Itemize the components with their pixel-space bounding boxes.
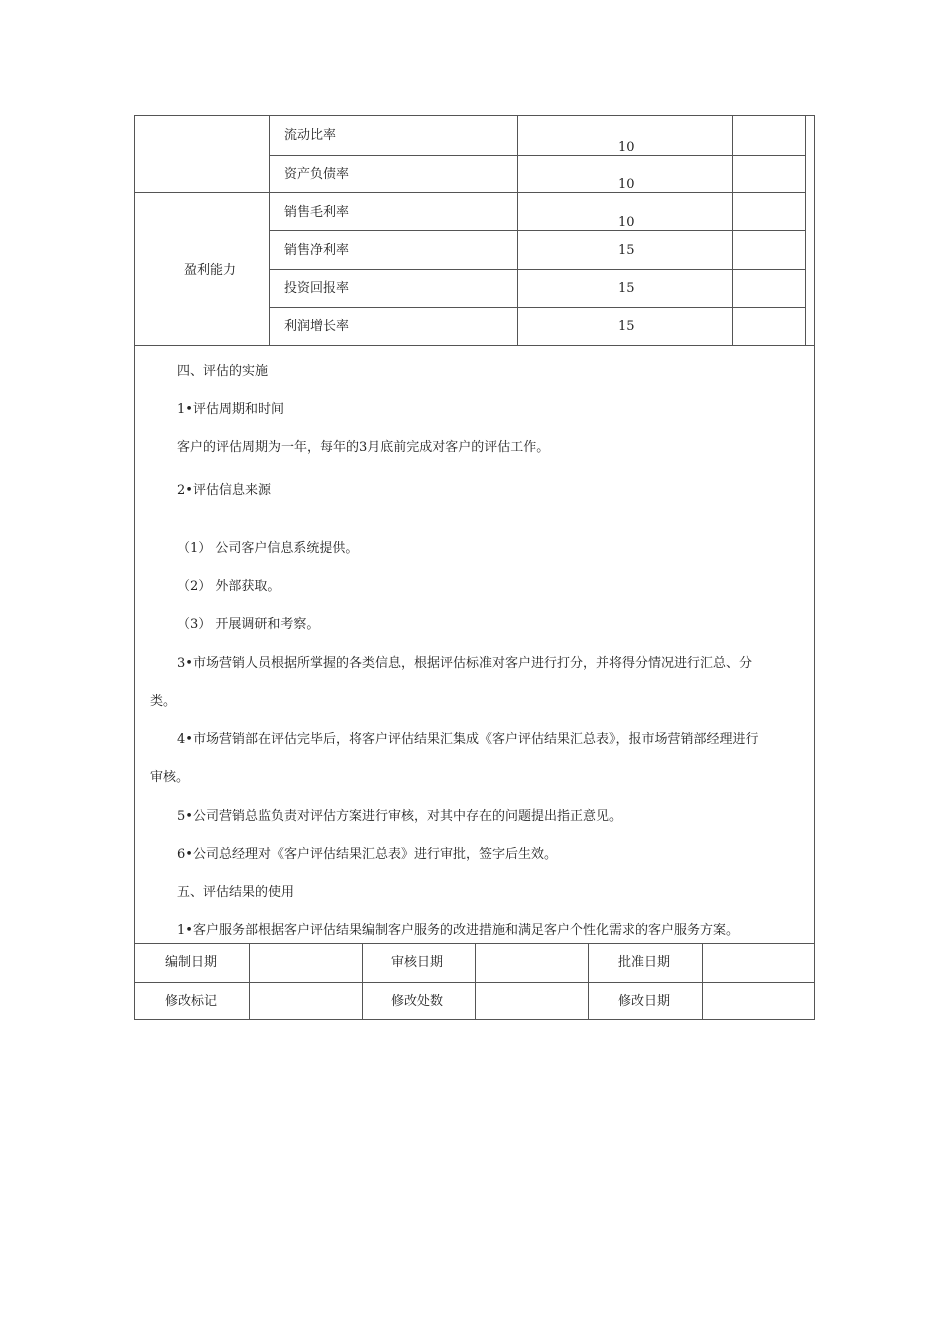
footer-label-revision-mark: 修改标记: [165, 994, 218, 1009]
table-divider: [588, 943, 589, 1020]
section-heading: 五、评估结果的使用: [177, 885, 295, 900]
indicator-score: 10: [618, 177, 635, 192]
footer-label-revision-count: 修改处数: [391, 994, 444, 1009]
paragraph: 3•市场营销人员根据所掌握的各类信息，根据评估标准对客户进行打分，并将得分情况进行汇总、分: [177, 656, 752, 671]
table-divider: [134, 345, 815, 346]
paragraph: 类。: [150, 694, 177, 709]
table-divider: [249, 943, 250, 1020]
indicator-name: 利润增长率: [284, 319, 350, 334]
subsection-title: 2•评估信息来源: [177, 483, 271, 498]
footer-label-prepared-date: 编制日期: [165, 955, 218, 970]
subsection-title: 1•评估周期和时间: [177, 402, 284, 417]
table-divider: [269, 307, 805, 308]
indicator-name: 流动比率: [284, 128, 337, 143]
footer-label-revision-date: 修改日期: [618, 994, 671, 1009]
paragraph: 5•公司营销总监负责对评估方案进行审核，对其中存在的问题提出指正意见。: [177, 809, 622, 824]
paragraph: 6•公司总经理对《客户评估结果汇总表》进行审批，签字后生效。: [177, 847, 557, 862]
indicator-name: 投资回报率: [284, 281, 350, 296]
table-divider: [475, 943, 476, 1020]
table-divider: [269, 269, 805, 270]
indicator-score: 15: [618, 319, 635, 334]
section-heading: 四、评估的实施: [177, 364, 269, 379]
table-divider: [805, 115, 806, 345]
table-divider: [269, 155, 805, 156]
footer-label-review-date: 审核日期: [391, 955, 444, 970]
footer-label-approve-date: 批准日期: [618, 955, 671, 970]
table-divider: [134, 192, 805, 193]
table-divider: [362, 943, 363, 1020]
paragraph: 审核。: [150, 770, 190, 785]
indicator-name: 销售净利率: [284, 243, 350, 258]
table-divider: [702, 943, 703, 1020]
indicator-score: 15: [618, 281, 635, 296]
indicator-name: 资产负债率: [284, 167, 350, 182]
indicator-score: 10: [618, 140, 635, 155]
indicator-score: 10: [618, 215, 635, 230]
indicator-score: 15: [618, 243, 635, 258]
list-item: （2） 外部获取。: [177, 579, 281, 594]
indicator-name: 销售毛利率: [284, 205, 350, 220]
list-item: （3） 开展调研和考察。: [177, 617, 320, 632]
indicator-group-label: 盈利能力: [184, 263, 237, 278]
table-divider: [269, 230, 805, 231]
paragraph: 客户的评估周期为一年，每年的3月底前完成对客户的评估工作。: [177, 440, 550, 455]
paragraph: 4•市场营销部在评估完毕后，将客户评估结果汇集成《客户评估结果汇总表》，报市场营销部经理进行: [177, 732, 759, 747]
paragraph: 1•客户服务部根据客户评估结果编制客户服务的改进措施和满足客户个性化需求的客户服务方案。: [177, 923, 739, 938]
list-item: （1） 公司客户信息系统提供。: [177, 541, 359, 556]
